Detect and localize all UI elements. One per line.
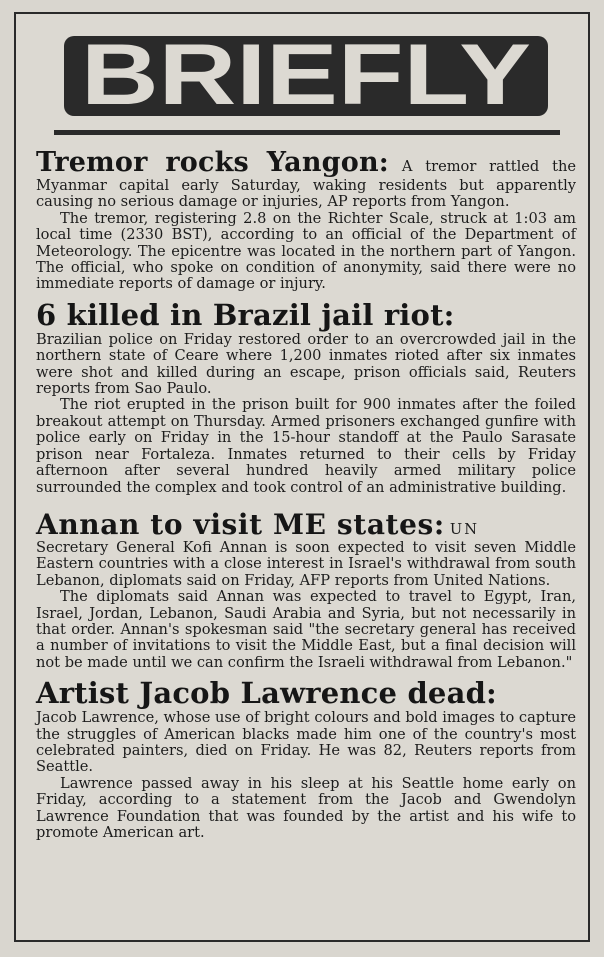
stories [36,148,576,847]
story-paragraph: The diplomats said Annan was expected to travel to Egypt, Iran, Israel, Jordan, Lebanon, Saudi Arabia and Syria, but not necessarily in that order. Annan's spokesman said "the secretary general has received a number of invitations to visit the Middle East, but a final decision will not be made until we can confirm the Israeli withdrawal from Lebanon." [36,588,576,671]
story-lead [36,148,576,211]
story-headline: Tremor rocks Yangon: [36,147,389,178]
story-paragraph: The riot erupted in the prison built for 900 inmates after the foiled breakout attempt on Thursday. Armed prisoners exchanged gunfire with police early on Friday in the 15-hour standoff at the Paulo Sarasate prison near Fortaleza. Inmates returned to their cells by Friday afternoon after several hundred heavily armed military police surrounded the complex and took control of an administrative building. [36,396,576,496]
story-lead-text: Secretary General Kofi Annan is soon expected to visit seven Middle Eastern countries with a close interest in Israel's withdrawal from south Lebanon, diplomats said on Friday, AFP reports from United Nations. [36,538,576,589]
story-annan [36,507,576,671]
story-headline-line [36,507,576,541]
masthead-rule [54,130,560,135]
story-lawrence [36,677,576,841]
masthead [56,32,556,120]
story-brazil-riot [36,299,576,496]
story-paragraph: The tremor, registering 2.8 on the Richter Scale, struck at 1:03 am local time (2330 BST), according to an official of the Department of Meteorology. The epicentre was located in the northern part of Yangon. The official, who spoke on condition of anonymity, said there were no immediate reports of damage or injury. [36,209,576,293]
story-headline: Artist Jacob Lawrence dead: [36,676,497,711]
story-headline: 6 killed in Brazil jail riot: [36,297,455,332]
story-paragraph: Lawrence passed away in his sleep at his Seattle home early on Friday, according to a statement from the Jacob and Gwendolyn Lawrence Foundation that was founded by the artist and his wife to promote American art. [36,774,576,841]
story-headline: Annan to visit ME states: [36,507,445,541]
story-lead-text: Jacob Lawrence, whose use of bright colours and bold images to capture the struggles of American blacks made him one of the country's most celebrated painters, died on Friday. He was 82, Reuters reports from Seattle. [36,709,576,776]
story-lead-text: Brazilian police on Friday restored order to an overcrowded jail in the northern state of Ceare where 1,200 inmates rioted after six inmates were shot and killed during an escape, prison officials said, Reuters reports from Sao Paulo. [36,330,576,398]
masthead-logo [56,32,556,120]
story-kicker: UN [449,520,479,538]
story-tremor [36,148,576,293]
story-lead-text: A tremor rattled the Myanmar capital early Saturday, waking residents but apparently causing no serious damage or injuries, AP reports from Yangon. [36,158,576,211]
masthead-title: BRIEFLY [81,32,531,120]
newspaper-clipping [14,12,590,942]
